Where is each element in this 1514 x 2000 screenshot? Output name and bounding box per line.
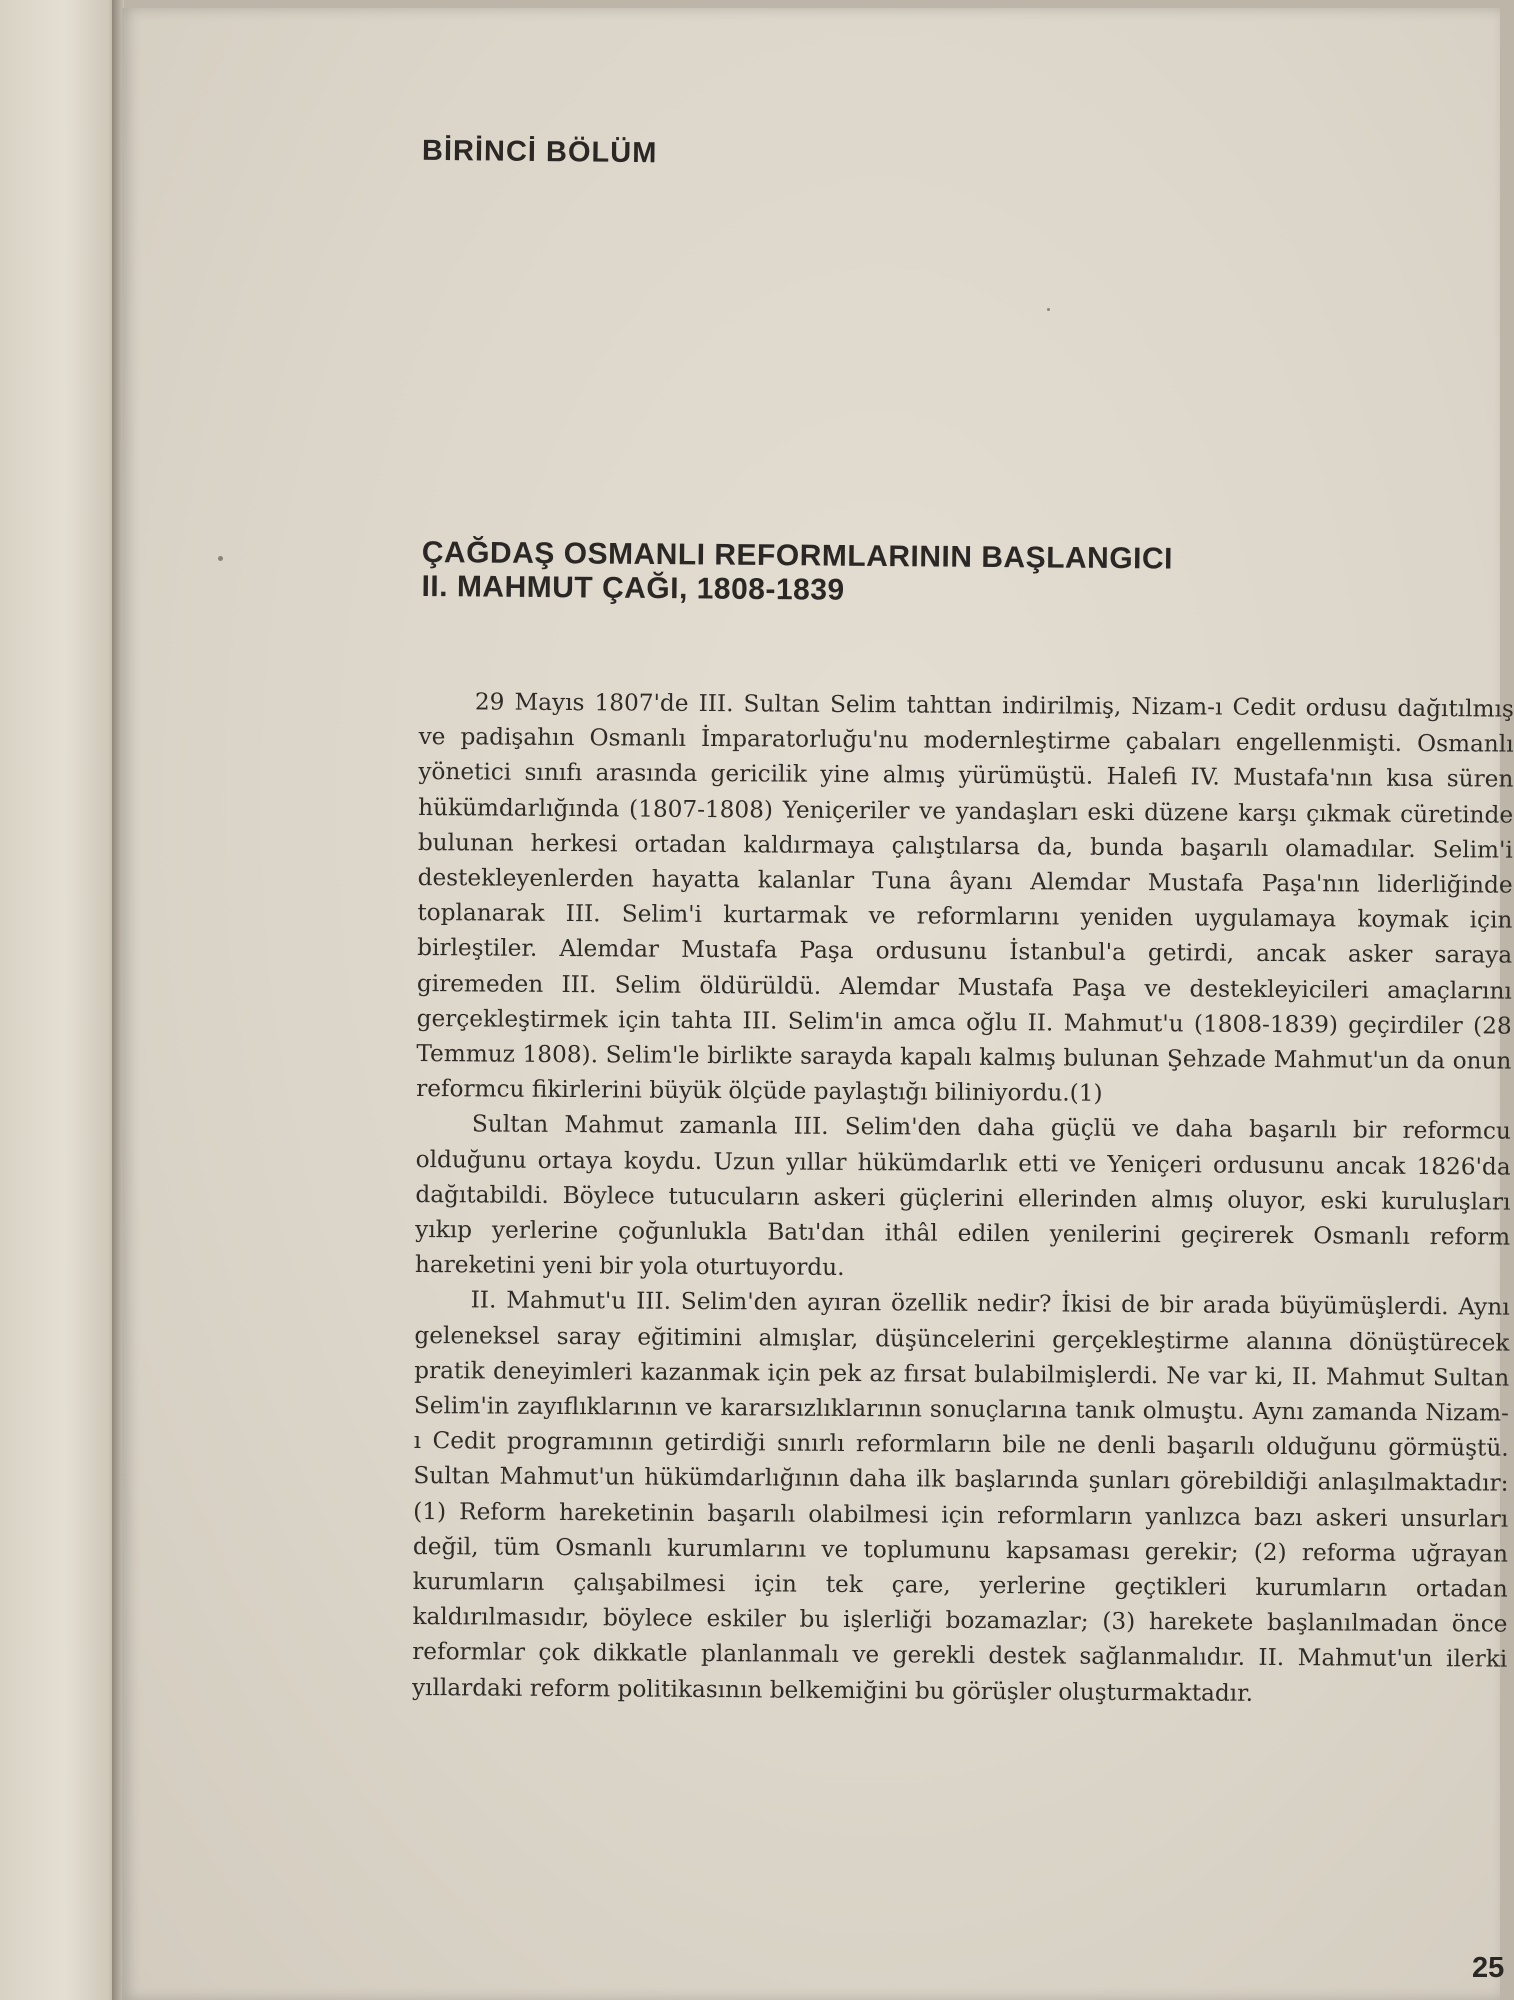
chapter-title-line-1: ÇAĞDAŞ OSMANLI REFORMLARININ BAŞLANGICI xyxy=(421,536,1174,576)
paragraph-2: Sultan Mahmut zamanla III. Selim'den daha güçlü ve daha başarılı bir reformcu olduğunu ortaya koydu. Uzun yıllar hükümdarlık etti ve Yeniçeri ordusunu ancak 1826'da dağıtabildi. Böylece tutucuların askeri güçlerini ellerinden almış oluyor, eski kuruluşları yıkıp yerlerine çoğunlukla Batı'dan ithâl edilen yenilerini geçirerek Osmanlı reform hareketini yeni bir yola oturtuyordu. xyxy=(414,1110,1511,1282)
book-page xyxy=(122,8,1514,2000)
paper-speck xyxy=(1047,308,1050,311)
body-text xyxy=(412,684,1514,1713)
paragraph-1: 29 Mayıs 1807'de III. Sultan Selim tahttan indirilmiş, Nizam-ı Cedit ordusu dağıtılmış ve padişahın Osmanlı İmparatorluğu'nu modernleştirme çabaları engellenmişti. Osmanlı yönetici sınıfı arasında gericilik yine almış yürümüştü. Halefi IV. Mustafa'nın kısa süren hükümdarlığında (1807-1808) Yeniçeriler ve yandaşları eski düzene karşı çıkmak cüretinde bulunan herkesi ortadan kaldırmaya çalıştılarsa da, bunda başarılı olamadılar. Selim'i destekleyenlerden hayatta kalanlar Tuna âyanı Alemdar Mustafa Paşa'nın liderliğinde toplanarak III. Selim'i kurtarmak ve reformlarını yeniden uygulamaya koymak için birleştiler. Alemdar Mustafa Paşa ordusunu İstanbul'a getirdi, ancak asker saraya giremeden III. Selim öldürüldü. Alemdar Mustafa Paşa ve destekleyicileri amaçlarını gerçekleştirmek için tahta III. Selim'in amca oğlu II. Mahmut'u (1808-1839) geçirdiler (28 Temmuz 1808). Selim'le birlikte sarayda kapalı kalmış bulunan Şehzade Mahmut'un da onun reformcu fikirlerini büyük ölçüde paylaştığı biliniyordu.(1) xyxy=(416,688,1514,1108)
page-number: 25 xyxy=(1472,1952,1505,1984)
chapter-title-line-2: II. MAHMUT ÇAĞI, 1808-1839 xyxy=(421,569,845,607)
chapter-label: BİRİNCİ BÖLÜM xyxy=(421,134,658,170)
paper-speck xyxy=(218,556,223,561)
paragraph-3: II. Mahmut'u III. Selim'den ayıran özellik nedir? İkisi de bir arada büyümüşlerdi. Aynı geleneksel saray eğitimini almışlar, düşüncelerini gerçekleştirme alanına dönüştürecek pratik deneyimleri kazanmak için pek az fırsat bulabilmişlerdi. Ne var ki, II. Mahmut Sultan Selim'in zayıflıklarının ve kararsızlıklarının sonuçlarına tanık olmuştu. Aynı zamanda Nizam-ı Cedit programının getirdiği sınırlı reformların bile ne denli başarılı olduğunu görmüştü. Sultan Mahmut'un hükümdarlığının daha ilk başlarında şunları görebildiği anlaşılmaktadır: (1) Reform hareketinin başarılı olabilmesi için reformların yanlızca bazı askeri unsurları değil, tüm Osmanlı kurumlarını ve toplumunu kapsaması gerekir; (2) reforma uğrayan kurumların çalışabilmesi için tek çare, yerlerine geçtikleri kurumların ortadan kaldırılmasıdır, böylece eskiler bu işlerliği bozamazlar; (3) harekete başlanılmadan önce reformlar çok dikkatle planlanmalı ve gerekli destek sağlanmalıdır. II. Mahmut'un ilerki yıllardaki reform politikasının belkemiğini bu görüşler oluşturmaktadır. xyxy=(411,1286,1510,1707)
facing-page-edge xyxy=(0,0,118,2000)
chapter-title xyxy=(421,536,1173,611)
